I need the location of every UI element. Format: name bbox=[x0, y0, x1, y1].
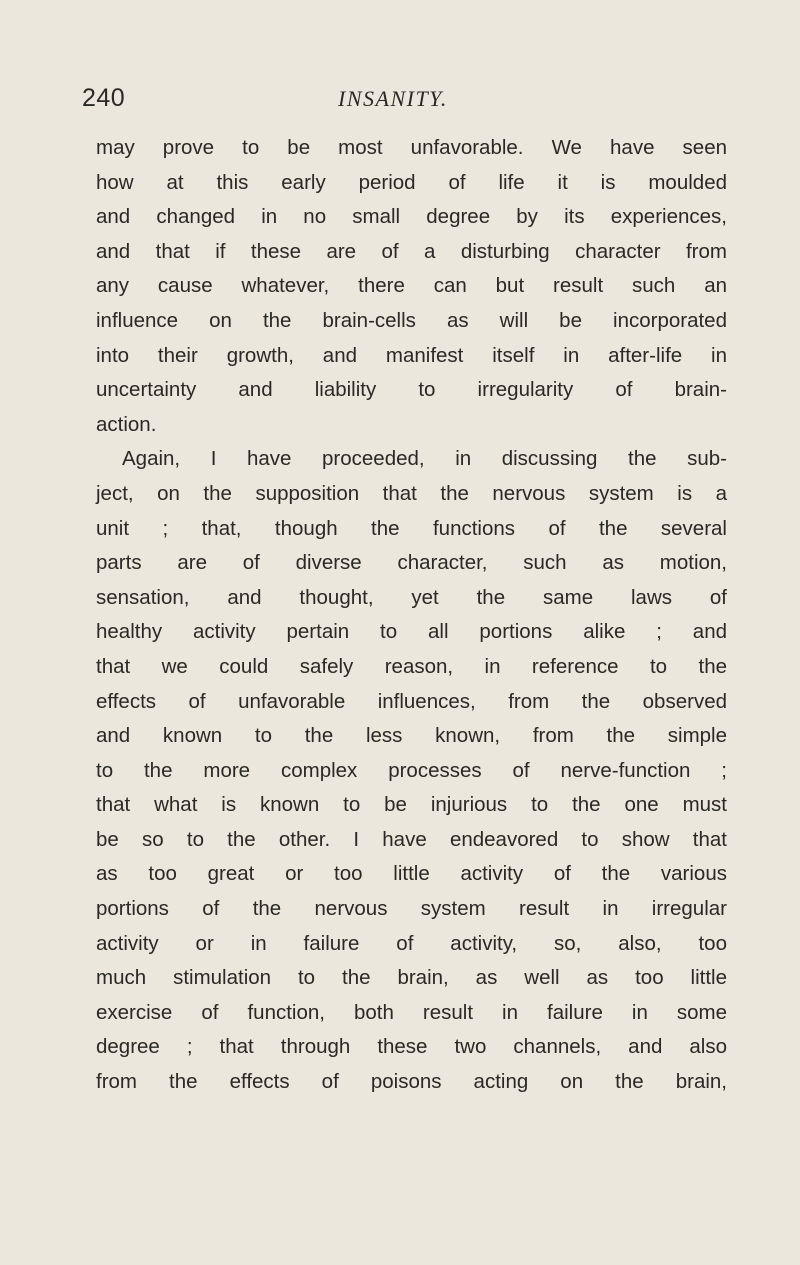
body-text bbox=[96, 131, 727, 1100]
text-line: that we could safely reason, in reference to the bbox=[96, 654, 727, 678]
text-line: to the more complex processes of nerve-function ; bbox=[96, 758, 727, 782]
text-line: and known to the less known, from the simple bbox=[96, 724, 727, 748]
text-line: effects of unfavorable influences, from the observed bbox=[96, 689, 727, 713]
text-line: sensation, and thought, yet the same laws of bbox=[96, 585, 727, 609]
text-line: activity or in failure of activity, so, also, too bbox=[96, 931, 727, 955]
text-line: degree ; that through these two channels, and also bbox=[96, 1035, 727, 1059]
text-line: as too great or too little activity of the various bbox=[96, 862, 727, 886]
text-line: action. bbox=[96, 412, 157, 436]
text-line: be so to the other. I have endeavored to show that bbox=[96, 827, 727, 851]
text-line: influence on the brain-cells as will be incorporated bbox=[96, 308, 727, 332]
text-line: and that if these are of a disturbing character from bbox=[96, 239, 727, 263]
text-line: parts are of diverse character, such as motion, bbox=[96, 551, 727, 575]
text-line: and changed in no small degree by its experiences, bbox=[96, 205, 727, 229]
text-line: healthy activity pertain to all portions alike ; and bbox=[96, 620, 727, 644]
text-line: may prove to be most unfavorable. We have seen bbox=[96, 136, 727, 159]
text-line: portions of the nervous system result in irregular bbox=[96, 897, 727, 921]
text-line: from the effects of poisons acting on the brain, bbox=[96, 1070, 727, 1094]
text-line: ject, on the supposition that the nervous system is a bbox=[96, 481, 727, 505]
page-number: 240 bbox=[82, 84, 126, 112]
text-line: uncertainty and liability to irregularity of brain- bbox=[96, 378, 727, 402]
text-line: any cause whatever, there can but result such an bbox=[96, 274, 727, 298]
text-line: much stimulation to the brain, as well as too little bbox=[96, 966, 727, 990]
text-line: how at this early period of life it is moulded bbox=[96, 170, 727, 194]
text-line: exercise of function, both result in failure in some bbox=[96, 1000, 727, 1024]
text-line: unit ; that, though the functions of the several bbox=[96, 516, 727, 540]
text-line: that what is known to be injurious to the one must bbox=[96, 793, 727, 817]
running-head bbox=[82, 84, 722, 120]
running-title: INSANITY. bbox=[338, 86, 448, 111]
text-line: into their growth, and manifest itself in after-life in bbox=[96, 343, 727, 367]
text-line: Again, I have proceeded, in discussing the sub- bbox=[122, 447, 727, 471]
